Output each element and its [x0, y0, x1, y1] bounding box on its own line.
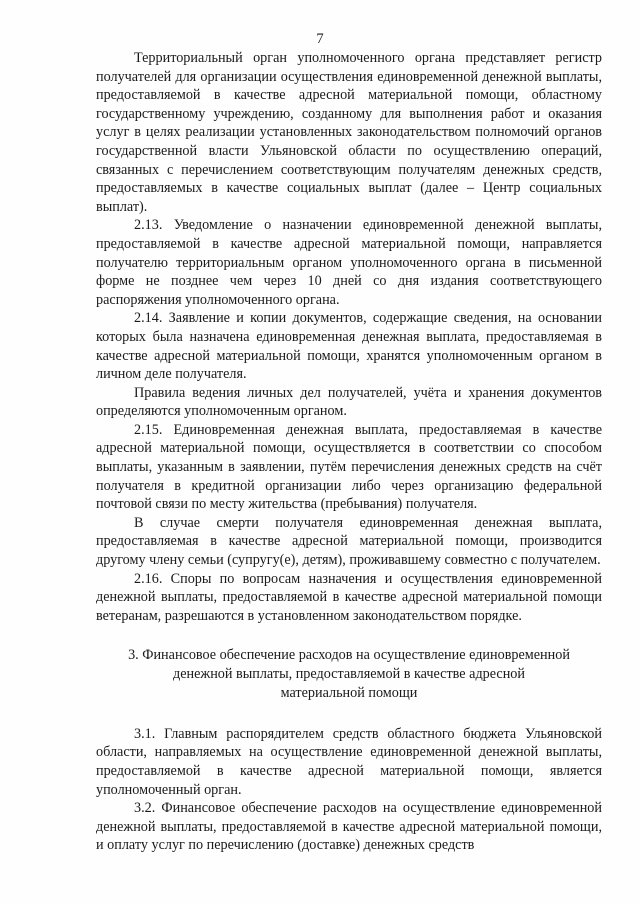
section-heading-line: 3. Финансовое обеспечение расходов на осуществление единовременной: [128, 647, 570, 664]
document-body: [96, 49, 602, 855]
paragraph-2-14: 2.14. Заявление и копии документов, содержащие сведения, на основании которых была назначена единовременная денежная выплата, предоставляемая в качестве адресной материальной помощи, хранятся уполномоченным органом в личном деле получателя.: [96, 310, 602, 383]
section-heading-line: денежной выплаты, предоставляемой в качестве адресной: [173, 666, 525, 683]
paragraph-2-16: 2.16. Споры по вопросам назначения и осуществления единовременной денежной выплаты, предоставляемой в качестве адресной материальной помощи ветеранам, разрешаются в установленном законодательством порядке.: [96, 570, 602, 624]
section-heading: [96, 646, 602, 702]
paragraph-registry: Территориальный орган уполномоченного органа представляет регистр получателей для организации осуществления единовременной денежной выплаты, предоставляемой в качестве адресной материальной помощи, областному государственному учреждению, созданному для выполнения работ и оказания услуг в целях реализации установленных законодательством полномочий органов государственной власти Ульяновской области по осуществлению операций, связанных с перечислением соответствующим получателям денежных средств, предоставляемых в качестве социальных выплат (далее – Центр социальных выплат).: [96, 50, 602, 215]
paragraph-death-case: В случае смерти получателя единовременная денежная выплата, предоставляемая в качестве адресной материальной помощи, производится другому члену семьи (супругу(е), детям), проживавшему совместно с получателем.: [96, 514, 602, 569]
paragraph-3-1: 3.1. Главным распорядителем средств областного бюджета Ульяновской области, направляемых на осуществление единовременной денежной выплаты, предоставляемой в качестве адресной материальной помощи, является уполномоченный орган.: [96, 725, 602, 798]
section-heading-line: материальной помощи: [280, 685, 418, 701]
paragraph-2-13: 2.13. Уведомление о назначении единовременной денежной выплаты, предоставляемой в качестве адресной материальной помощи, направляется получателю территориальным органом уполномоченного органа в письменной форме не позднее чем через 10 дней со дня издания соответствующего распоряжения уполномоченного органа.: [96, 217, 602, 308]
paragraph-2-15: 2.15. Единовременная денежная выплата, предоставляемая в качестве адресной материальной помощи, осуществляется в соответствии со способом выплаты, указанным в заявлении, путём перечисления денежных средств на счёт получателя в кредитной организации либо через организацию федеральной почтовой связи по месту жительства (пребывания) получателя.: [96, 421, 602, 513]
page-number: 7: [316, 31, 324, 47]
paragraph-personal-files: Правила ведения личных дел получателей, учёта и хранения документов определяются уполномоченным органом.: [96, 384, 602, 420]
paragraph-3-2: 3.2. Финансовое обеспечение расходов на осуществление единовременной денежной выплаты, предоставляемой в качестве адресной материальной помощи, и оплату услуг по перечислению (доставке) денежных средств: [96, 800, 602, 854]
